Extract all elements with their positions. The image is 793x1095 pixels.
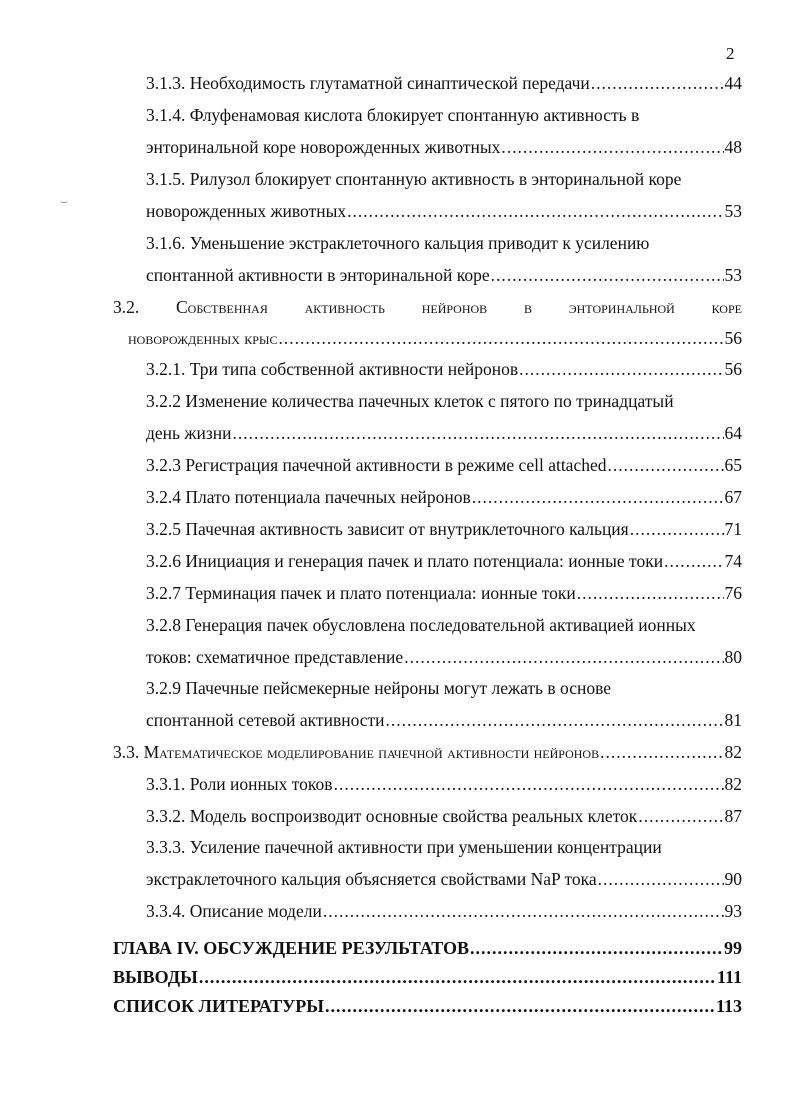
toc-entry-title: токов: схематичное представление	[146, 647, 404, 667]
heading-word: активность	[304, 297, 385, 317]
toc-page-number: 56	[724, 359, 742, 379]
toc-page-number: 56	[724, 328, 742, 348]
leader-dots	[501, 136, 723, 158]
toc-entry-title: ГЛАВА IV. ОБСУЖДЕНИЕ РЕЗУЛЬТАТОВ	[113, 938, 470, 958]
toc-entry-3-2-9-line1[interactable]: 3.2.9 Пачечные пейсмекерные нейроны могут лежать в основе	[146, 678, 612, 698]
toc-entry-title: 3.2.1. Три типа собственной активности нейронов	[146, 359, 519, 379]
leader-dots	[491, 264, 724, 286]
toc-entry-title: 3.3.2. Модель воспроизводит основные свойства реальных клеток	[146, 806, 638, 826]
toc-entry-3-1-6[interactable]	[146, 264, 742, 286]
toc-conclusions[interactable]	[113, 966, 742, 988]
toc-entry-title: день жизни	[146, 423, 232, 443]
toc-entry-title: 3.2.4 Плато потенциала пачечных нейронов	[146, 487, 471, 507]
leader-dots	[630, 518, 724, 540]
leader-dots	[472, 486, 724, 508]
page-number: 2	[726, 44, 735, 63]
toc-entry-3-2-7[interactable]	[146, 582, 742, 604]
toc-entry-3-3-1[interactable]	[146, 773, 742, 795]
leader-dots	[470, 937, 723, 959]
scan-mark	[60, 200, 68, 203]
leader-dots	[598, 868, 724, 890]
toc-section-3-2[interactable]	[128, 327, 742, 349]
toc-entry-3-1-4[interactable]	[146, 136, 742, 158]
toc-entry-3-2-8[interactable]	[146, 646, 742, 668]
toc-page-number: 81	[724, 710, 742, 730]
leader-dots	[386, 709, 724, 731]
toc-references[interactable]	[113, 995, 742, 1017]
heading-word: энторинальной	[568, 297, 675, 317]
toc-page-number: 71	[724, 519, 742, 539]
toc-entry-3-3-2[interactable]	[146, 805, 742, 827]
toc-entry-3-2-8-line1[interactable]: 3.2.8 Генерация пачек обусловлена последовательной активацией ионных	[146, 615, 696, 635]
leader-dots	[519, 358, 723, 380]
leader-dots	[577, 582, 724, 604]
heading-word: нейронов	[421, 297, 488, 317]
toc-entry-title: энторинальной коре новорожденных животных	[146, 137, 501, 157]
toc-entry-3-2-2-line1[interactable]: 3.2.2 Изменение количества пачечных клеток с пятого по тринадцатый	[146, 391, 674, 411]
toc-page-number: 76	[724, 583, 742, 603]
toc-section-3-3[interactable]	[113, 741, 742, 763]
toc-entry-3-2-5[interactable]	[146, 518, 742, 540]
toc-entry-title: спонтанной сетевой активности	[146, 710, 385, 730]
heading-word: 3.2.	[113, 297, 140, 317]
heading-word: Собственная	[176, 297, 268, 317]
leader-dots	[608, 454, 724, 476]
toc-section-3-2-line1[interactable]	[113, 296, 742, 318]
toc-chapter-4[interactable]	[113, 937, 742, 959]
toc-entry-3-3-4[interactable]	[146, 900, 742, 922]
leader-dots	[638, 805, 723, 827]
toc-entry-title: 3.2.6 Инициация и генерация пачек и плато потенциала: ионные токи	[146, 551, 664, 571]
leader-dots	[199, 966, 716, 988]
toc-page-number: 53	[724, 265, 742, 285]
toc-entry-3-2-1[interactable]	[146, 358, 742, 380]
leader-dots	[347, 200, 723, 222]
toc-page-number: 82	[724, 742, 742, 762]
toc-entry-title: спонтанной активности в энторинальной коре	[146, 265, 490, 285]
toc-page-number: 90	[724, 869, 742, 889]
toc-page-number: 99	[724, 938, 742, 958]
toc-entry-3-2-2[interactable]	[146, 422, 742, 444]
toc-page-number: 82	[724, 774, 742, 794]
toc-entry-3-1-6-line1[interactable]: 3.1.6. Уменьшение экстраклеточного кальция приводит к усилению	[146, 233, 650, 253]
toc-page-number: 74	[724, 551, 742, 571]
toc-page-number: 80	[724, 647, 742, 667]
toc-entry-3-2-6[interactable]	[146, 550, 742, 572]
toc-entry-3-2-9[interactable]	[146, 709, 742, 731]
leader-dots	[233, 422, 724, 444]
toc-page-number: 65	[724, 455, 742, 475]
toc-entry-3-1-5-line1[interactable]: 3.1.5. Рилузол блокирует спонтанную активность в энторинальной коре	[146, 169, 682, 189]
toc-entry-title: новорожденных крыс	[128, 328, 278, 348]
leader-dots	[600, 741, 723, 763]
toc-page-number: 111	[716, 967, 742, 987]
toc-entry-title: новорожденных животных	[146, 201, 347, 221]
leader-dots	[323, 900, 724, 922]
toc-entry-title: ВЫВОДЫ	[113, 967, 198, 987]
heading-word: коре	[711, 297, 742, 317]
toc-entry-title: 3.1.3. Необходимость глутаматной синаптической передачи	[146, 73, 590, 93]
toc-page-number: 93	[724, 901, 742, 921]
leader-dots	[404, 646, 723, 668]
leader-dots	[591, 72, 724, 94]
toc-page-number: 64	[724, 423, 742, 443]
toc-entry-title: СПИСОК ЛИТЕРАТУРЫ	[113, 996, 324, 1016]
toc-page-number: 53	[724, 201, 742, 221]
toc-entry-3-1-4-line1[interactable]: 3.1.4. Флуфенамовая кислота блокирует спонтанную активность в	[146, 105, 640, 125]
toc-entry-3-3-3-line1[interactable]: 3.3.3. Усиление пачечной активности при уменьшении концентрации	[146, 837, 662, 857]
toc-page-number: 48	[724, 137, 742, 157]
toc-entry-title: 3.2.7 Терминация пачек и плато потенциала: ионные токи	[146, 583, 576, 603]
toc-page-number: 44	[724, 73, 742, 93]
toc-entry-title: 3.2.5 Пачечная активность зависит от внутриклеточного кальция	[146, 519, 629, 539]
toc-entry-title: экстраклеточного кальция объясняется свойствами NaP тока	[146, 869, 597, 889]
toc-entry-3-1-5[interactable]	[146, 200, 742, 222]
leader-dots	[278, 327, 723, 349]
toc-entry-3-2-4[interactable]	[146, 486, 742, 508]
toc-entry-title: 3.3.4. Описание модели	[146, 901, 322, 921]
toc-entry-title: 3.3.1. Роли ионных токов	[146, 774, 333, 794]
toc-entry-3-2-3[interactable]	[146, 454, 742, 476]
leader-dots	[334, 773, 724, 795]
toc-page-number: 67	[724, 487, 742, 507]
toc-entry-3-3-3[interactable]	[146, 868, 742, 890]
toc-entry-3-1-3[interactable]	[146, 72, 742, 94]
heading-word: в	[523, 297, 532, 317]
toc-page-number: 87	[724, 806, 742, 826]
leader-dots	[664, 550, 723, 572]
leader-dots	[325, 995, 715, 1017]
toc-entry-title: 3.2.3 Регистрация пачечной активности в режиме cell attached	[146, 455, 607, 475]
toc-entry-title: 3.3. Математическое моделирование пачечной активности нейронов	[113, 742, 600, 762]
toc-page-number: 113	[715, 996, 742, 1016]
